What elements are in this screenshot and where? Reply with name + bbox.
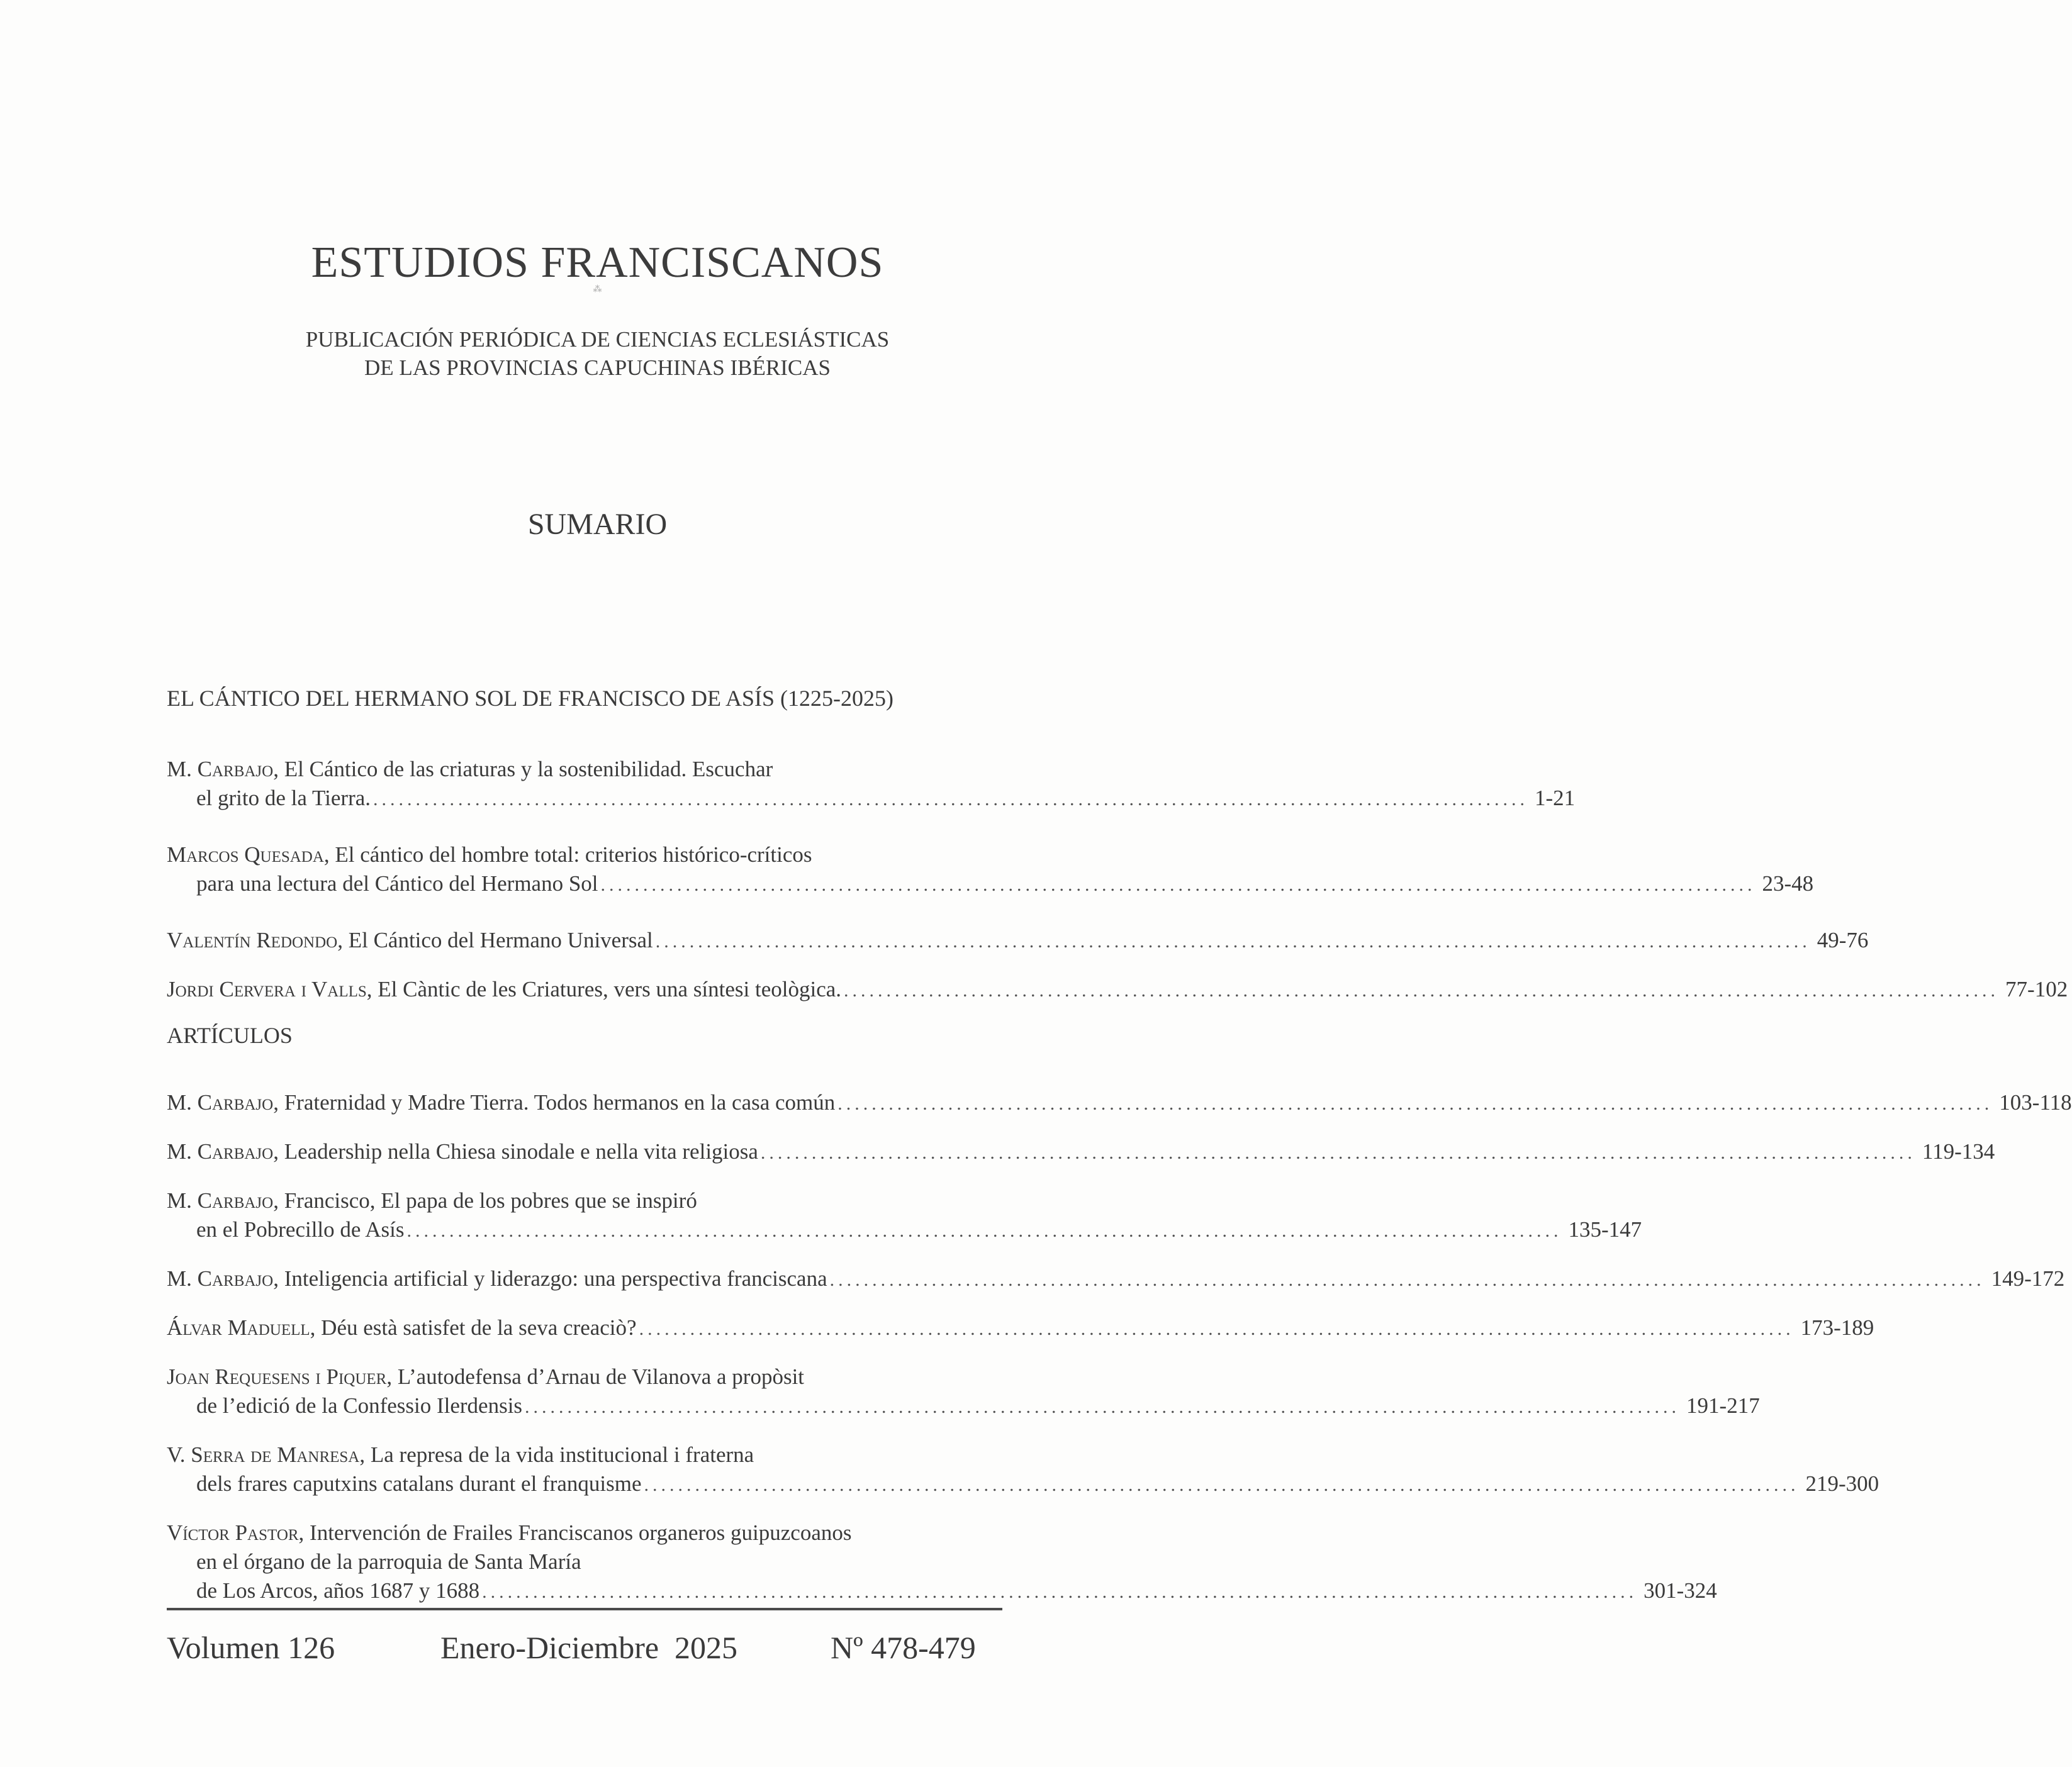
dot-leader: ........................................................................................................................................ (644, 1474, 1800, 1495)
journal-title: ESTUDIOS FRANCISCANOS (311, 238, 884, 287)
toc-entry-line (167, 1441, 1002, 1469)
entry-pages: 219-300 (1805, 1471, 1879, 1496)
author-separator: , (273, 1188, 284, 1213)
entry-author: M. Carbajo (167, 1139, 274, 1164)
toc-entry-line (167, 784, 1576, 813)
dot-leader: ........................................................................................................................................ (600, 874, 1756, 895)
toc-entry (167, 840, 1814, 898)
entry-author: Joan Requesens i Piquer (167, 1364, 387, 1389)
entry-title: Inteligencia artificial y liderazgo: una perspectiva franciscana (284, 1266, 827, 1291)
toc-entry (167, 755, 1576, 813)
entry-title: La represa de la vida institucional i fraterna (370, 1442, 754, 1467)
entry-title: L’autodefensa d’Arnau de Vilanova a propòsit (397, 1364, 805, 1389)
entry-author: M. Carbajo (167, 757, 274, 781)
footer-period: Enero-Diciembre 2025 (440, 1630, 738, 1665)
toc-entry (167, 926, 1869, 955)
entry-pages: 23-48 (1762, 871, 1814, 896)
toc-entry (167, 975, 2068, 1004)
entry-title: en el Pobrecillo de Asís (196, 1217, 405, 1242)
entry-title: Fraternidad y Madre Tierra. Todos hermanos en la casa común (284, 1090, 836, 1115)
section-heading-cantico: EL CÁNTICO DEL HERMANO SOL DE FRANCISCO DE ASÍS (1225-2025) (167, 686, 894, 711)
author-separator: , (323, 842, 335, 867)
entry-author: M. Carbajo (167, 1090, 274, 1115)
entry-author: Víctor Pastor (167, 1520, 299, 1545)
entry-title: El cántico del hombre total: criterios histórico-críticos (335, 842, 812, 867)
entry-author: M. Carbajo (167, 1266, 274, 1291)
footer-number: Nº 478-479 (831, 1630, 976, 1665)
dot-leader: ........................................................................................................................................ (655, 931, 1811, 952)
entry-pages: 173-189 (1800, 1315, 1874, 1340)
dot-leader: ........................................................................................................................................ (844, 980, 2000, 1001)
toc-entry-line (167, 1186, 1002, 1215)
toc-entry-line (167, 926, 1869, 955)
entry-title: Leadership nella Chiesa sinodale e nella vita religiosa (284, 1139, 758, 1164)
entry-title: de Los Arcos, años 1687 y 1688 (196, 1578, 480, 1603)
author-separator: , (337, 928, 349, 952)
toc-entry (167, 1264, 2065, 1293)
entry-author: M. Carbajo (167, 1188, 274, 1213)
dot-leader: ........................................................................................................................................ (837, 1093, 1993, 1114)
entry-title: El Càntic de les Criatures, vers una síntesi teològica. (378, 977, 842, 1001)
toc-entry (167, 1441, 1879, 1498)
toc-entry (167, 1088, 2072, 1117)
toc-entry-line (167, 975, 2068, 1004)
toc-entry-line (167, 1313, 1874, 1342)
toc-entry-line (167, 1519, 1002, 1547)
entry-pages: 77-102 (2005, 977, 2068, 1001)
entry-title: el grito de la Tierra. (196, 786, 371, 810)
dot-leader: ........................................................................................................................................ (406, 1220, 1562, 1241)
entry-author: Valentín Redondo (167, 928, 338, 952)
entry-title: El Cántico de las criaturas y la sostenibilidad. Escuchar (284, 757, 773, 781)
author-separator: , (386, 1364, 398, 1389)
footer-volume: Volumen 126 (167, 1630, 335, 1665)
dot-leader: ........................................................................................................................................ (373, 789, 1529, 810)
entry-title: Intervención de Frailes Franciscanos organeros guipuzcoanos (310, 1520, 852, 1545)
toc-entry-line (167, 840, 1002, 869)
entry-title: El Cántico del Hermano Universal (348, 928, 653, 952)
dot-leader: ........................................................................................................................................ (525, 1396, 1681, 1417)
summary-heading: SUMARIO (527, 508, 668, 541)
entry-pages: 301-324 (1644, 1578, 1717, 1603)
subtitle-line-2: DE LAS PROVINCIAS CAPUCHINAS IBÉRICAS (364, 355, 831, 380)
entry-pages: 1-21 (1535, 786, 1576, 810)
dot-leader: ........................................................................................................................................ (760, 1142, 1916, 1163)
toc-entry-line (167, 1391, 1760, 1420)
author-separator: , (273, 1139, 284, 1164)
footer-rule (167, 1608, 1002, 1610)
toc-entry-line (167, 1088, 2072, 1117)
author-separator: , (273, 1266, 284, 1291)
entry-author: Marcos Quesada (167, 842, 324, 867)
toc-entry (167, 1363, 1760, 1420)
toc-entry (167, 1137, 1995, 1166)
author-separator: , (366, 977, 378, 1001)
dot-leader: ........................................................................................................................................ (482, 1581, 1638, 1602)
toc-entry (167, 1186, 1642, 1244)
author-separator: , (273, 1090, 284, 1115)
entry-pages: 119-134 (1922, 1139, 1995, 1164)
author-separator: , (359, 1442, 371, 1467)
toc-entry (167, 1519, 1717, 1605)
entry-title: para una lectura del Cántico del Hermano Sol (196, 871, 598, 896)
toc-entry-line (167, 869, 1814, 898)
toc-entry-line (167, 1363, 1002, 1391)
toc-entry-line (167, 1547, 1002, 1576)
toc-entry-line (167, 755, 1002, 784)
entry-pages: 49-76 (1817, 928, 1869, 952)
entry-pages: 135-147 (1568, 1217, 1642, 1242)
entry-author: V. Serra de Manresa (167, 1442, 360, 1467)
toc-entry-line (167, 1137, 1995, 1166)
entry-author: Álvar Maduell (167, 1315, 310, 1340)
subtitle-line-1: PUBLICACIÓN PERIÓDICA DE CIENCIAS ECLESIÁSTICAS (305, 327, 890, 352)
dot-leader: ........................................................................................................................................ (829, 1269, 1985, 1290)
entry-title: dels frares caputxins catalans durant el franquisme (196, 1471, 642, 1496)
ornament-icon: ⁂ (593, 285, 602, 294)
author-separator: , (273, 757, 284, 781)
entry-title: de l’edició de la Confessio Ilerdensis (196, 1393, 523, 1418)
toc-entry-line (167, 1576, 1717, 1605)
entry-author: Jordi Cervera i Valls (167, 977, 367, 1001)
entry-pages: 191-217 (1686, 1393, 1760, 1418)
entry-title: en el órgano de la parroquia de Santa María (196, 1549, 581, 1574)
toc-entry-line (167, 1469, 1879, 1498)
entry-title: Déu està satisfet de la seva creaciò? (321, 1315, 637, 1340)
toc-entry-line (167, 1215, 1642, 1244)
toc-entry (167, 1313, 1874, 1342)
dot-leader: ........................................................................................................................................ (639, 1318, 1795, 1339)
entry-pages: 149-172 (1991, 1266, 2065, 1291)
section-heading-articulos: ARTÍCULOS (167, 1023, 293, 1048)
author-separator: , (298, 1520, 310, 1545)
entry-pages: 103-118 (1999, 1090, 2072, 1115)
author-separator: , (310, 1315, 322, 1340)
entry-title: Francisco, El papa de los pobres que se inspiró (284, 1188, 697, 1213)
toc-entry-line (167, 1264, 2065, 1293)
